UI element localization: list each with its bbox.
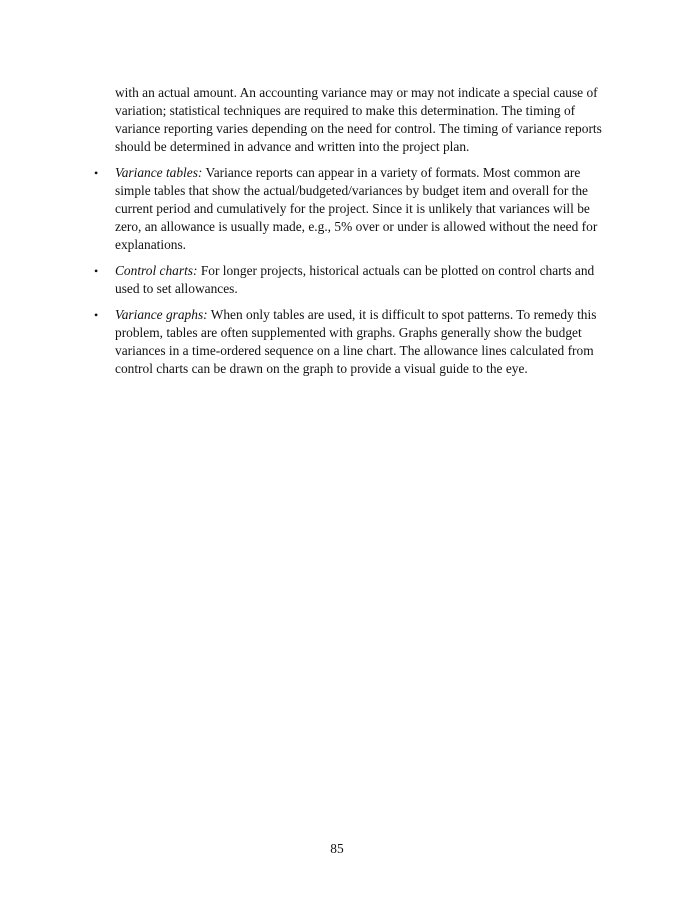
term-label: Variance tables: (115, 165, 203, 180)
bullet-marker: • (94, 264, 99, 278)
bullet-marker: • (94, 308, 99, 322)
bullet-text: Variance reports can appear in a variety of formats. Most common are simple tables that show the actual/budgeted/variances by budget item and overall for the current period and cumulatively for the project. Since it is unlikely that variances will be zero, an allowance is usually made, e.g., 5% over or under is allowed without the need for explanations. (115, 165, 598, 252)
term-label: Control charts: (115, 263, 198, 278)
term-label: Variance graphs: (115, 307, 208, 322)
body-text (94, 84, 605, 386)
bullet-item-variance-graphs (94, 306, 605, 378)
bullet-list (94, 164, 605, 378)
intro-paragraph: with an actual amount. An accounting variance may or may not indicate a special cause of variation; statistical techniques are required to make this determination. The timing of variance reporting varies depending on the need for control. The timing of variance reports should be determined in advance and written into the project plan. (115, 85, 602, 154)
bullet-item-variance-tables (94, 164, 605, 254)
bullet-text: When only tables are used, it is difficult to spot patterns. To remedy this problem, tables are often supplemented with graphs. Graphs generally show the budget variances in a time-ordered sequence on a line chart. The allowance lines calculated from control charts can be drawn on the graph to provide a visual guide to the eye. (115, 307, 597, 376)
bullet-item-control-charts (94, 262, 605, 298)
bullet-text: For longer projects, historical actuals can be plotted on control charts and used to set allowances. (115, 263, 595, 296)
bullet-marker: • (94, 166, 99, 180)
page-number: 85 (330, 841, 344, 856)
